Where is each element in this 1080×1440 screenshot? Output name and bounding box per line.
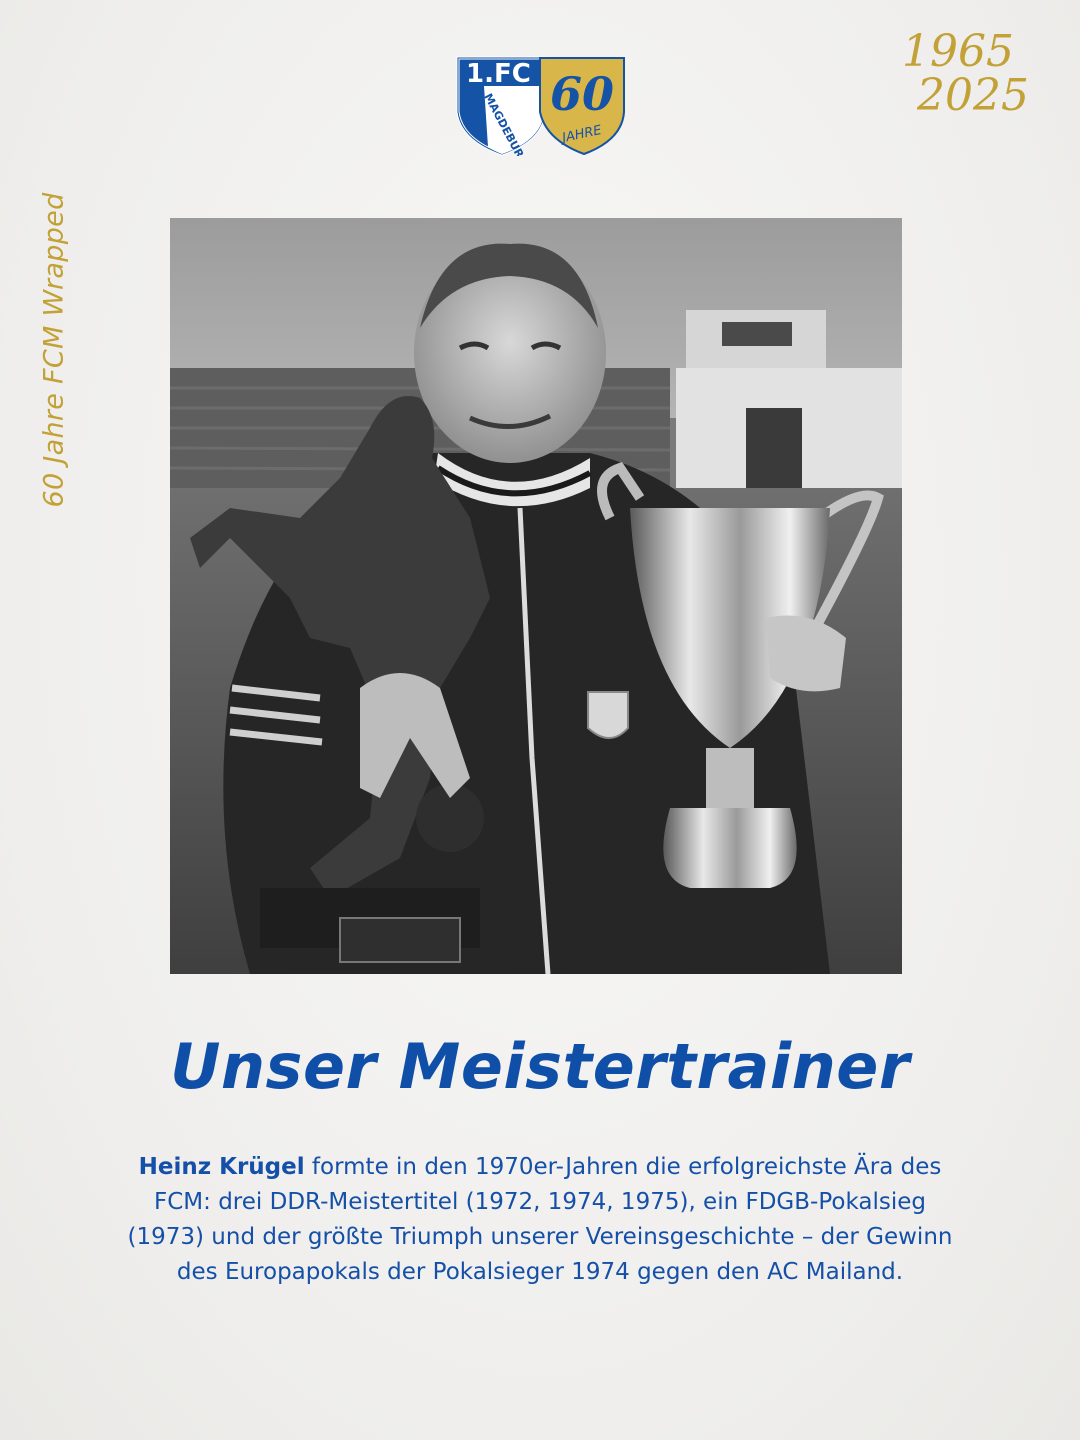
- coach-with-trophies-photo-icon: [170, 218, 902, 974]
- side-label: 60 Jahre FCM Wrapped: [38, 192, 70, 508]
- body-paragraph: [120, 1150, 960, 1290]
- anniversary-years: [902, 26, 1044, 121]
- coach-photo: [170, 218, 902, 974]
- logo-club-name: MAGDEBURG: [481, 91, 531, 156]
- year-end: 2025: [917, 70, 1029, 121]
- body-text: formte in den 1970er-Jahren die erfolgreichste Ära des FCM: drei DDR-Meistertitel (1972, 1974, 1975), ein FDGB-Pokalsieg (1973) und der größte Triumph unserer Vereinsgeschichte – der Gewinn des Europapokals der Pokalsieger 1974 gegen den AC Mailand.: [127, 1154, 953, 1285]
- club-anniversary-logo: [454, 52, 626, 156]
- logo-anniversary-word: JAHRE: [560, 123, 603, 146]
- coach-name: Heinz Krügel: [138, 1154, 305, 1180]
- year-start: 1965: [902, 26, 1014, 77]
- headline: Unser Meistertrainer: [170, 1030, 910, 1103]
- logo-club-text: 1.FC: [466, 59, 531, 89]
- club-crest-icon: [454, 52, 626, 156]
- logo-anniversary-number: 60: [550, 67, 615, 121]
